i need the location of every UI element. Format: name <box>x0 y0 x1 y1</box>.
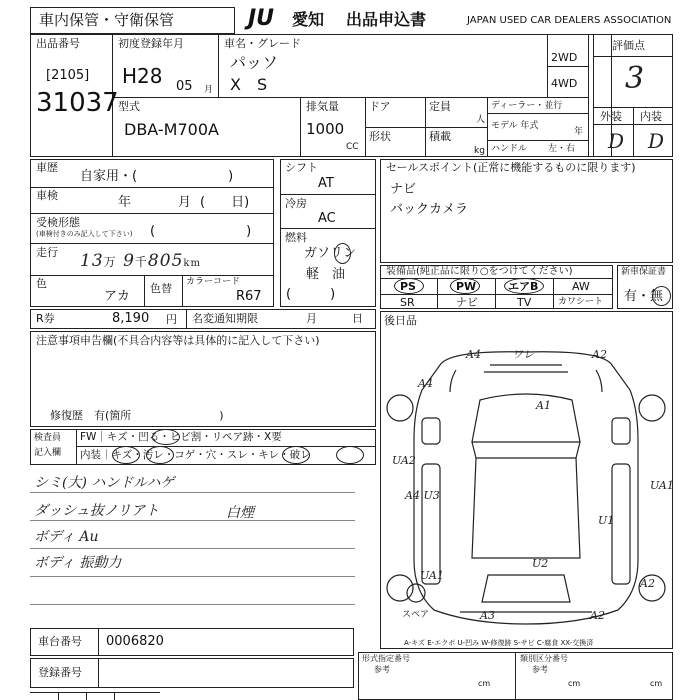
chassis-label: 車台番号 <box>38 635 82 648</box>
first-reg-label: 初度登録年月 <box>118 37 184 50</box>
usage-label: 車歴 <box>36 161 58 174</box>
reg-month: 05 <box>176 79 193 94</box>
car-diagram <box>380 330 673 630</box>
lot-number: 31037 <box>36 88 119 118</box>
recycle-unit: 円 <box>166 313 177 326</box>
chassis-number: 0006820 <box>106 634 164 649</box>
shift-value: AT <box>318 176 334 191</box>
handwritten-note-3: ボディ Au <box>34 529 99 545</box>
form-title: 出品申込書 <box>346 10 427 29</box>
inspector-circle <box>282 446 310 464</box>
ju-logo <box>248 8 274 30</box>
warranty-label: 新車保証書 <box>621 267 667 277</box>
notes-label: 注意事項申告欄(不具合内容等は具体的に記入して下さい) <box>36 334 320 347</box>
association-en: JAPAN USED CAR DEALERS ASSOCIATION <box>467 15 672 26</box>
tax-notice-day: 日 <box>352 312 363 325</box>
diagram-mark: A4 <box>418 377 433 390</box>
equip-ps: PS <box>400 280 416 293</box>
rating-score: 3 <box>625 61 645 96</box>
inspector-circle <box>336 446 364 464</box>
capacity-label: 定員 <box>429 100 451 113</box>
mileage-digit: 5 <box>171 251 184 271</box>
diagram-mark: A2 <box>592 348 607 361</box>
diagram-mark: A2 <box>640 577 655 590</box>
load-label: 積載 <box>429 130 451 143</box>
diagram-mark: U2 <box>532 557 549 570</box>
shift-label: シフト <box>285 161 318 174</box>
equip-pw: PW <box>456 280 477 293</box>
load-unit: kg <box>474 146 485 156</box>
diagram-mark: UA2 <box>392 454 416 467</box>
mileage-digit: 1 <box>80 251 92 271</box>
mileage-digit: 3 <box>91 251 104 271</box>
lot-label: 出品番号 <box>36 37 80 50</box>
handwritten-note-4: ボディ 振動力 <box>34 555 122 571</box>
recycle-amount: 8,190 <box>112 311 150 326</box>
diagram-mark: U1 <box>598 514 615 527</box>
later-items-label: 後日品 <box>384 314 417 327</box>
inspector-circle <box>112 446 140 464</box>
displacement-value: 1000 <box>306 120 345 138</box>
reg-number-label: 登録番号 <box>38 666 82 679</box>
equip-circle <box>504 278 544 294</box>
inspector-row1: FW｜キズ・凹る・ヒビ割・リペア跡・X要 <box>80 431 282 443</box>
displacement-unit: CC <box>346 142 359 152</box>
inspection-year-unit: 年 <box>118 195 132 210</box>
fuel-gasoline: ガソリン <box>304 246 357 261</box>
diagram-mark: ワレ <box>512 348 534 361</box>
diagram-mark: A4 <box>466 348 481 361</box>
handwritten-note-2: ダッシュ抜ノリアト <box>34 503 160 519</box>
mileage-unit-sen: 千 <box>134 255 148 269</box>
mileage-digit: 0 <box>159 251 172 271</box>
org-name: 愛知 <box>292 10 325 29</box>
model-code: DBA-M700A <box>124 120 219 139</box>
cm-unit-1: cm <box>478 679 491 688</box>
type-spec-label: 形式指定番号 <box>362 654 410 663</box>
mileage-label: 走行 <box>36 246 58 259</box>
vehicle-grade: X S <box>230 75 268 94</box>
aircon-label: 冷房 <box>285 197 307 210</box>
color-value: アカ <box>104 289 130 304</box>
inspection-label: 車検 <box>36 189 58 202</box>
warranty-circle <box>652 286 671 306</box>
type-spec-ref: 参考 <box>374 665 390 674</box>
handwritten-note-1: シミ(大) ハンドルハゲ <box>34 475 175 491</box>
receipt-value: ( ) <box>150 224 252 239</box>
rating-label: 評価点 <box>612 39 645 52</box>
model-year-unit: 年 <box>574 127 584 137</box>
shape-label: 形状 <box>369 130 391 143</box>
tax-notice-month: 月 <box>306 312 317 325</box>
diagram-mark: A4 U3 <box>405 489 440 502</box>
fuel-label: 燃料 <box>285 231 307 244</box>
inspection-day: ( 日) <box>200 195 250 210</box>
interior-grade: D <box>648 129 665 153</box>
equip-airbag: エアB <box>508 280 539 293</box>
storage-box <box>30 7 235 34</box>
reg-month-unit: 月 <box>204 85 214 95</box>
class-ref: 参考 <box>532 665 548 674</box>
name-grade-label: 車名・グレード <box>224 37 301 50</box>
displacement-label: 排気量 <box>306 100 339 113</box>
fuel-other: ( ) <box>286 287 336 302</box>
inspection-month-unit: 月 <box>178 195 192 210</box>
receipt-label: 受検形態 <box>36 216 80 229</box>
equip-circle <box>394 278 424 294</box>
recycle-label: R券 <box>36 312 55 325</box>
drive-2wd: 2WD <box>551 51 578 64</box>
exterior-label: 外装 <box>600 110 622 123</box>
inspector-circle <box>146 446 174 464</box>
mileage-digit: 9 <box>123 251 135 271</box>
repair-history: 修復歴 有(箇所 ) <box>50 409 224 422</box>
equip-tv: TV <box>517 296 532 309</box>
warranty-options: 有・無 <box>624 289 664 304</box>
equip-leather: カワシート <box>558 297 604 307</box>
logo-mark: JU <box>248 6 275 31</box>
spare-label: スペア <box>402 610 430 620</box>
inspector-label: 検査員 <box>34 433 62 443</box>
model-label: 型式 <box>118 100 140 113</box>
equip-circle <box>450 278 480 294</box>
diagram-mark: A1 <box>536 399 551 412</box>
equipment-label: 装備品(純正品に限り○をつけてください) <box>386 266 573 277</box>
sales-point-2: バックカメラ <box>390 202 469 217</box>
handle-value: 左・右 <box>548 144 576 154</box>
door-label: ドア <box>369 100 391 113</box>
fuel-circle <box>334 243 351 264</box>
receipt-note: (車検付きのみ記入して下さい) <box>36 230 133 238</box>
inspector-entry-label: 記入欄 <box>34 448 62 458</box>
cm-unit-2: cm <box>568 679 581 688</box>
equip-aw: AW <box>572 280 590 293</box>
diagram-mark: A3 <box>480 609 495 622</box>
aircon-value: AC <box>318 211 336 226</box>
exterior-grade: D <box>608 129 625 153</box>
inspector-circle <box>152 429 180 445</box>
mileage-value <box>80 253 201 270</box>
class-label: 類別区分番号 <box>520 654 568 663</box>
vehicle-name: パッソ <box>230 53 279 72</box>
capacity-unit: 人 <box>476 115 486 125</box>
tax-notice-label: 名変通知期限 <box>192 312 258 325</box>
lot-sub-code: [2105] <box>46 68 90 83</box>
damage-legend: A-キズ E-エクボ U-凹み W-修復跡 S-サビ C-腐食 XX-交換済 <box>404 639 594 647</box>
mileage-unit-man: 万 <box>103 255 117 269</box>
diagram-mark: UA1 <box>650 479 674 492</box>
storage-label: 車内保管・守衛保管 <box>39 11 175 29</box>
cm-unit-3: cm <box>650 679 663 688</box>
interior-label: 内装 <box>640 110 662 123</box>
diagram-mark: UA1 <box>420 569 444 582</box>
mileage-unit: km <box>183 258 201 269</box>
dealer-label: ディーラー・並行 <box>491 101 563 111</box>
handwritten-side-note: 白煙 <box>226 505 254 521</box>
handle-label: ハンドル <box>491 144 528 154</box>
usage-value: 自家用・( ) <box>80 169 234 184</box>
drive-4wd: 4WD <box>551 77 578 90</box>
era-year: H28 <box>122 64 163 88</box>
inspector-row2: 内装｜キズ・汚レ・コゲ・穴・スレ・キレ・破レ <box>80 449 311 461</box>
model-year-label: モデル 年式 <box>491 121 539 131</box>
sales-point-1: ナビ <box>390 182 417 197</box>
mileage-digit: 8 <box>147 251 160 271</box>
equip-navi: ナビ <box>456 296 478 309</box>
diagram-mark: A2 <box>590 609 605 622</box>
color-code: R67 <box>236 289 262 304</box>
color-label: 色 <box>36 277 47 290</box>
recolor-label: 色替 <box>150 282 172 295</box>
fuel-diesel: 軽 油 <box>306 267 346 282</box>
color-code-label: カラーコード <box>186 277 241 287</box>
equip-sr: SR <box>400 296 415 309</box>
sales-points-label: セールスポイント(正常に機能するものに限ります) <box>386 161 636 174</box>
